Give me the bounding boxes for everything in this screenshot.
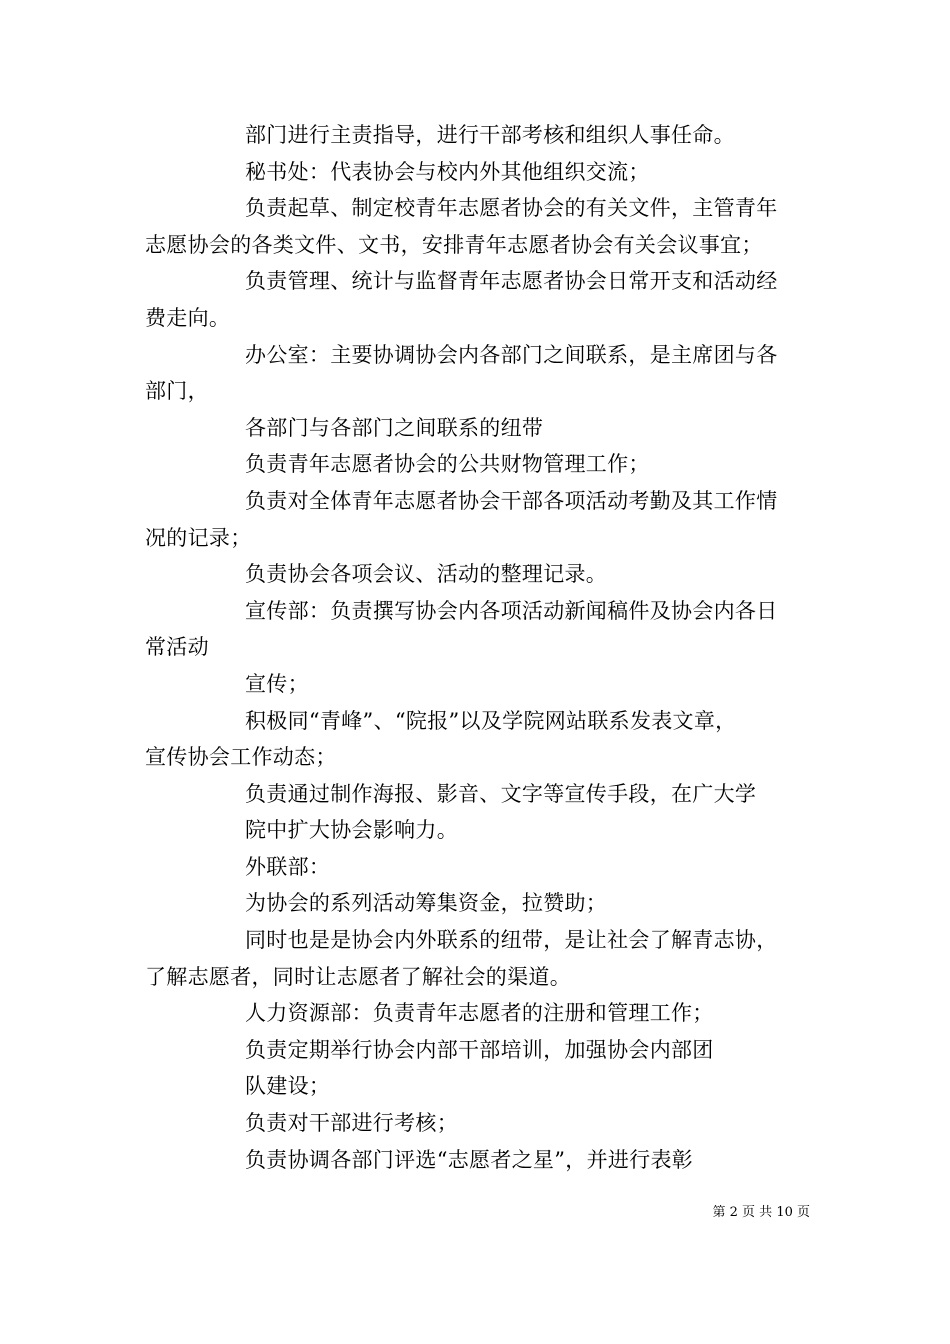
text-line: 同时也是是协会内外联系的纽带，是让社会了解青志协， bbox=[245, 928, 778, 953]
text-line: 负责协会各项会议、活动的整理记录。 bbox=[245, 562, 608, 587]
text-line: 为协会的系列活动筹集资金，拉赞助； bbox=[245, 891, 608, 916]
text-line: 外联部： bbox=[245, 854, 331, 879]
text-line: 宣传； bbox=[245, 671, 309, 696]
text-line: 各部门与各部门之间联系的纽带 bbox=[245, 415, 544, 440]
text-line: 办公室：主要协调协会内各部门之间联系，是主席团与各 bbox=[245, 342, 778, 367]
text-line: 负责通过制作海报、影音、文字等宣传手段，在广大学 bbox=[245, 781, 757, 806]
text-line: 宣传协会工作动态； bbox=[145, 745, 337, 770]
text-line: 常活动 bbox=[145, 635, 209, 660]
text-line: 秘书处：代表协会与校内外其他组织交流； bbox=[245, 159, 650, 184]
text-line: 负责管理、统计与监督青年志愿者协会日常开支和活动经 bbox=[245, 269, 778, 294]
text-line: 积极同“青峰”、“院报”以及学院网站联系发表文章， bbox=[245, 708, 737, 733]
text-line: 负责对干部进行考核； bbox=[245, 1111, 458, 1136]
text-line: 院中扩大协会影响力。 bbox=[245, 818, 458, 843]
page-number-footer: 第 2 页 共 10 页 bbox=[712, 1205, 810, 1220]
document-body bbox=[145, 117, 810, 1178]
text-line: 况的记录； bbox=[145, 525, 252, 550]
text-line: 费走向。 bbox=[145, 305, 231, 330]
text-line: 人力资源部：负责青年志愿者的注册和管理工作； bbox=[245, 1001, 714, 1026]
text-line: 负责青年志愿者协会的公共财物管理工作； bbox=[245, 452, 650, 477]
text-line: 了解志愿者，同时让志愿者了解社会的渠道。 bbox=[145, 964, 571, 989]
text-line: 部门进行主责指导，进行干部考核和组织人事任命。 bbox=[245, 123, 735, 147]
text-line: 宣传部：负责撰写协会内各项活动新闻稿件及协会内各日 bbox=[245, 598, 778, 623]
text-line: 负责起草、制定校青年志愿者协会的有关文件，主管青年 bbox=[245, 196, 778, 221]
text-line: 部门， bbox=[145, 379, 209, 404]
text-line: 负责定期举行协会内部干部培训，加强协会内部团 bbox=[245, 1037, 714, 1062]
text-line: 志愿协会的各类文件、文书，安排青年志愿者协会有关会议事宜； bbox=[145, 232, 763, 257]
text-line: 队建设； bbox=[245, 1074, 331, 1099]
text-line: 负责对全体青年志愿者协会干部各项活动考勤及其工作情 bbox=[245, 488, 778, 513]
text-line: 负责协调各部门评选“志愿者之星”，并进行表彰 bbox=[245, 1147, 694, 1172]
